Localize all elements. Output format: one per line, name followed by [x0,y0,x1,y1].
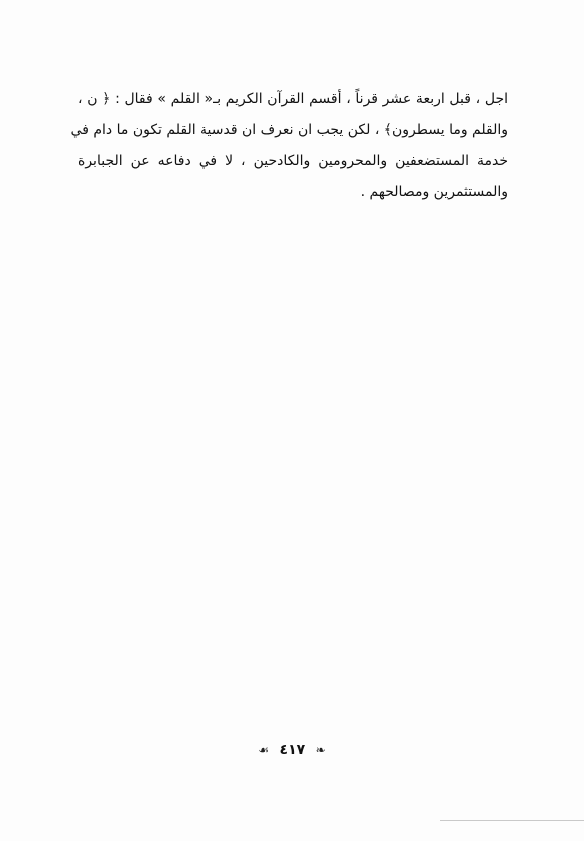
page-number: ٤١٧ [279,742,306,758]
ornament-left-icon: ☙ [258,743,270,757]
bottom-edge-line [440,820,584,821]
body-line-3: خدمة المستضعفين والمحرومين والكادحين ، لا في دفاعه عن الجبابرة [78,153,508,169]
body-line-2: والقلم وما يسطرون﴾ ، لكن يجب ان نعرف ان قدسية القلم تكون ما دام في [70,122,508,138]
page-number-footer [0,740,584,760]
body-line-4: والمستثمرين ومصالحهم . [360,184,508,200]
ornament-right-icon: ❧ [315,743,326,757]
body-paragraph [70,84,508,208]
body-line-1: اجل ، قبل اربعة عشر قرناً ، أقسم القرآن الكريم بـ« القلم » فقال : ﴿ ن ، [78,91,508,107]
